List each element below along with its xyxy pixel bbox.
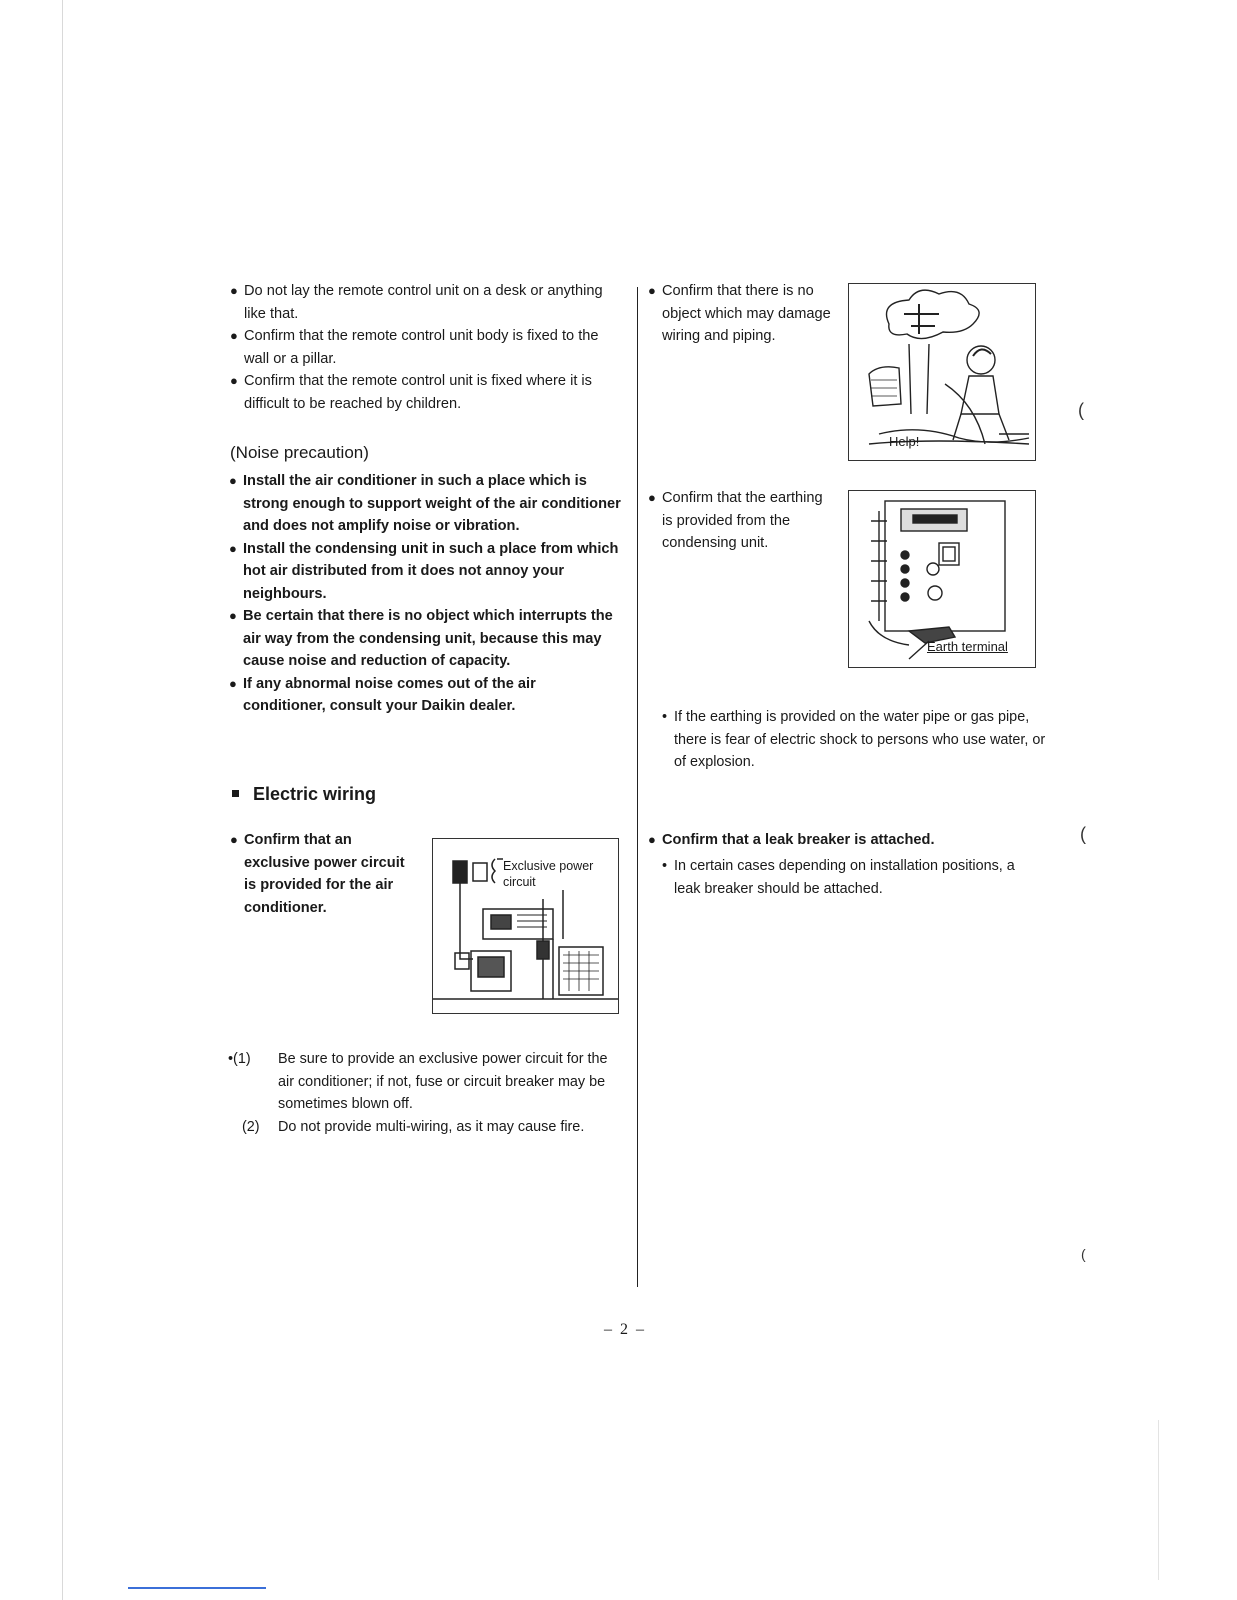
bullet-dot-icon: ● [230,328,238,343]
bullet-dot-icon: ● [229,540,237,556]
list-item: ● Confirm that an exclusive power circuit is provided for the air conditioner. [230,829,420,919]
exclusive-power-circuit-illustration [432,838,619,1014]
noise-precaution-heading: (Noise precaution) [230,443,369,462]
bullet-dot-icon: ● [230,832,238,847]
bullet-dot-icon: ● [229,473,237,488]
exclusive-power-circuit-label: Exclusive power circuit [503,858,615,890]
asterisk-icon: • [662,709,668,725]
column-divider [637,287,638,1287]
earthing-bullets [648,487,832,555]
list-item: ● Confirm that the earthing is provided from the condensing unit. [648,487,832,555]
scan-edge-left [62,0,63,1600]
list-item: (2) Do not provide multi-wiring, as it may cause fire. [242,1118,585,1135]
electric-wiring-bullets [230,829,420,919]
scan-edge-right [1158,1420,1159,1580]
bullet-dot-icon: ● [648,283,656,298]
bullet-dot-icon: ● [230,373,238,388]
square-bullet-icon [232,790,239,797]
scan-speck: ( [1081,1246,1086,1262]
tree-and-person-drawing [849,284,1035,460]
bullet-dot-icon: ● [648,490,656,505]
list-item: •(1) Be sure to provide an exclusive power circuit for the air conditioner; if not, fuse or circuit breaker may be sometimes blown off. [228,1051,608,1112]
blue-underline-mark [128,1587,266,1589]
list-item: ● Install the condensing unit in such a place from which hot air distributed from it does not annoy your neighbours. [229,538,621,606]
bullet-dot-icon: ● [229,608,237,623]
scan-speck: ( [1078,400,1084,420]
bullet-dot-icon: ● [229,675,237,691]
asterisk-icon: • [662,858,668,874]
bullet-dot-icon: ● [230,283,238,298]
earth-terminal-illustration [848,490,1036,668]
electric-wiring-notes [228,1048,620,1138]
earth-terminal-label: Earth terminal [927,639,1008,654]
list-item: ● Confirm that the remote control unit is fixed where it is difficult to be reached by children. [230,370,610,415]
list-item: ● Confirm that a leak breaker is attached. [648,829,1038,852]
list-item: ● If any abnormal noise comes out of the air conditioner, consult your Daikin dealer. [229,673,621,718]
list-item: ● Confirm that the remote control unit body is fixed to the wall or a pillar. [230,325,610,370]
list-item: ● Be certain that there is no object which interrupts the air way from the condensing unit, because this may cause noise and reduction of capacity. [229,605,621,673]
help-speech-label: Help! [889,434,920,449]
list-item: ● Confirm that there is no object which may damage wiring and piping. [648,280,844,348]
electric-wiring-heading: Electric wiring [232,784,376,805]
list-item: ● Do not lay the remote control unit on a desk or anything like that. [230,280,610,325]
object-damage-illustration [848,283,1036,461]
bullet-dot-icon: ● [648,832,656,847]
remote-control-bullets [230,280,610,415]
leak-breaker-bullets [648,829,1038,852]
page-number: – 2 – [604,1321,646,1338]
object-damage-bullets [648,280,844,348]
earthing-warning-note: • If the earthing is provided on the water pipe or gas pipe, there is fear of electric shock to persons who use water, or of explosion. [662,706,1052,774]
noise-precaution-bullets [229,470,621,718]
leak-breaker-note: • In certain cases depending on installation positions, a leak breaker should be attached. [662,855,1022,900]
list-item: ● Install the air conditioner in such a place which is strong enough to support weight of the air conditioner and does not amplify noise or vibration. [229,470,621,538]
scan-speck: ( [1080,824,1086,844]
